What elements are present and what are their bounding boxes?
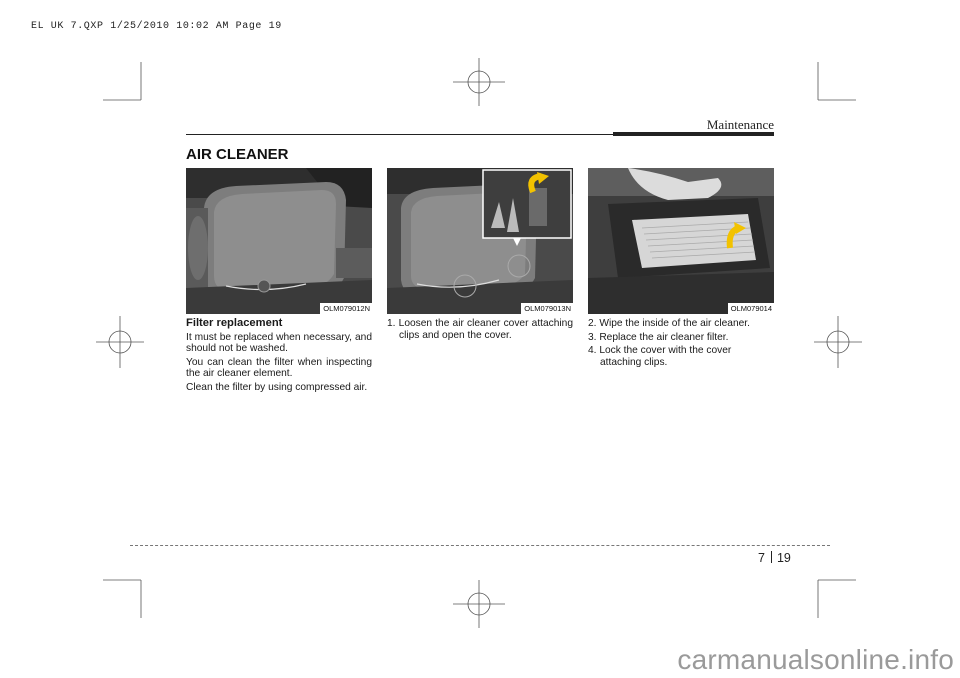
column-filter-replacement (186, 318, 372, 396)
print-header: EL UK 7.QXP 1/25/2010 10:02 AM Page 19 (31, 21, 282, 32)
page-title: AIR CLEANER (186, 146, 289, 163)
paragraph: Clean the filter by using compressed air. (186, 381, 368, 393)
step-item: 1. Loosen the air cleaner cover attaching clips and open the cover. (387, 318, 573, 341)
step-item: 2. Wipe the inside of the air cleaner. (588, 318, 750, 329)
cover-clip-release-photo-icon (387, 168, 573, 314)
step-item: 3. Replace the air cleaner filter. (588, 331, 729, 343)
page-number-value: 19 (776, 551, 791, 565)
header-rule-accent (613, 132, 774, 136)
air-cleaner-housing-photo-icon (186, 168, 372, 314)
column-step-1 (387, 318, 573, 343)
step-item: 4. Lock the cover with the cover attaching clips. (588, 345, 732, 368)
section-label: Maintenance (706, 117, 774, 132)
watermark: carmanualsonline.info (677, 644, 954, 675)
page-divider (771, 551, 772, 563)
figure-filter-replacement (588, 168, 774, 314)
paragraph: It must be replaced when necessary, and should not be washed. (186, 331, 372, 355)
chapter-number: 7 (758, 551, 765, 565)
footer-rule (130, 545, 830, 546)
figure-code: OLM079013N (521, 303, 573, 314)
filter-replacement-heading: Filter replacement (186, 317, 283, 329)
figure-code: OLM079012N (320, 303, 372, 314)
filter-replacement-photo-icon (588, 168, 774, 314)
figure-air-cleaner-housing (186, 168, 372, 314)
page-number (758, 551, 791, 565)
column-steps-2-4 (588, 318, 774, 370)
figure-cover-clip-release (387, 168, 573, 314)
figure-code: OLM079014 (728, 303, 774, 314)
paragraph: You can clean the filter when inspecting the air cleaner element. (186, 356, 372, 380)
